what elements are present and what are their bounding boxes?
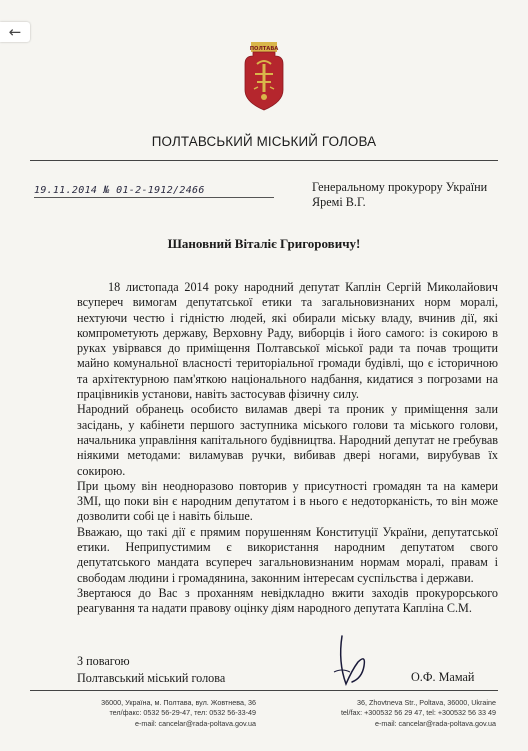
letter-body xyxy=(77,280,498,617)
page-title: ПОЛТАВСЬКИЙ МІСЬКИЙ ГОЛОВА xyxy=(151,134,377,149)
header-divider xyxy=(30,160,498,161)
addressee-position: Генеральному прокурору України xyxy=(312,180,488,194)
footer-address-ua xyxy=(36,698,256,729)
salutation: Шановний Віталіє Григоровичу! xyxy=(167,236,361,251)
poltava-coat-of-arms-icon xyxy=(241,40,287,112)
addressee-block xyxy=(312,180,487,210)
footer-en-line: e-mail: cancelar@rada-poltava.gov.ua xyxy=(374,718,496,728)
footer-ua-line: e-mail: cancelar@rada-poltava.gov.ua xyxy=(134,718,256,728)
handwritten-signature-icon xyxy=(328,632,388,690)
back-arrow-icon[interactable]: ← xyxy=(0,22,30,42)
footer-divider xyxy=(30,690,498,691)
closing-position: Полтавський міський голова xyxy=(77,671,226,685)
registration-number: 19.11.2014 № 01-2-1912/2466 xyxy=(34,185,205,196)
footer-ua-line: 36000, Україна, м. Полтава, вул. Жовтнева, 36 xyxy=(101,698,256,707)
paragraph-3: При цьому він неодноразово повторив у присутності громадян та на камери ЗМІ, що поки він є народним депутатом і в нього є недоторканість, то він може дозволити собі це і навіть більше. xyxy=(77,478,498,524)
paragraph-1: 18 листопада 2014 року народний депутат Каплін Сергій Миколайович всупереч вимогам депутатської етики та загальновизнаних норм моралі, нехтуючи честю і гідністю людей, які обирали міську владу, вчинив дії, які компрометують державу, Верховну Раду, виборців і його самого: із сокирою в руках увірвався до приміщення Полтавської міської ради та почав трощити майно комунальної власності територіальної громади будівлі, що є історичною та архітектурною пам'яткою національного надбання, кидатися з погрозами на працівників установи, навіть застосував фізичну силу. xyxy=(77,280,498,402)
closing-block xyxy=(77,653,225,687)
signer-name: О.Ф. Мамай xyxy=(411,670,475,684)
footer-en-line: tel/fax: +300532 56 29 47, tel: +300532 56 33 49 xyxy=(340,708,496,718)
footer-ua-line: тел/факс: 0532 56-29-47, тел: 0532 56-33-49 xyxy=(109,708,256,718)
crest-lettering: ПОЛТАВА xyxy=(249,45,279,52)
paragraph-2: Народний обранець особисто виламав двері та проник у приміщення зали засідань, у кабінети першого заступника міського голови та міського голови, начальника управління капітального будівництва. Народний депутат не гребував ніякими методами: виламував ручки, вибивав двері ногами, вирубував їх сокирою. xyxy=(77,402,498,478)
paragraph-5: Звертаюся до Вас з проханням невідкладно вжити заходів прокурорського реагування та надати правову оцінку діям народного депутата Капліна С.М. xyxy=(77,585,498,616)
footer-address-en xyxy=(276,698,496,729)
footer-en-line: 36, Zhovtneva Str., Poltava, 36000, Ukraine xyxy=(356,698,496,707)
paragraph-4: Вважаю, що такі дії є прямим порушенням Конституції України, депутатської етики. Неприпустимим є використання народним депутатом свого депутатського мандата всупереч загальновизнаним нормам моралі, правам і свободам людини і громадянина, законним інтересам суспільства і держави. xyxy=(77,524,498,585)
closing-greeting: З повагою xyxy=(77,654,130,668)
registration-underline xyxy=(34,197,274,198)
addressee-name: Яремі В.Г. xyxy=(312,195,366,209)
